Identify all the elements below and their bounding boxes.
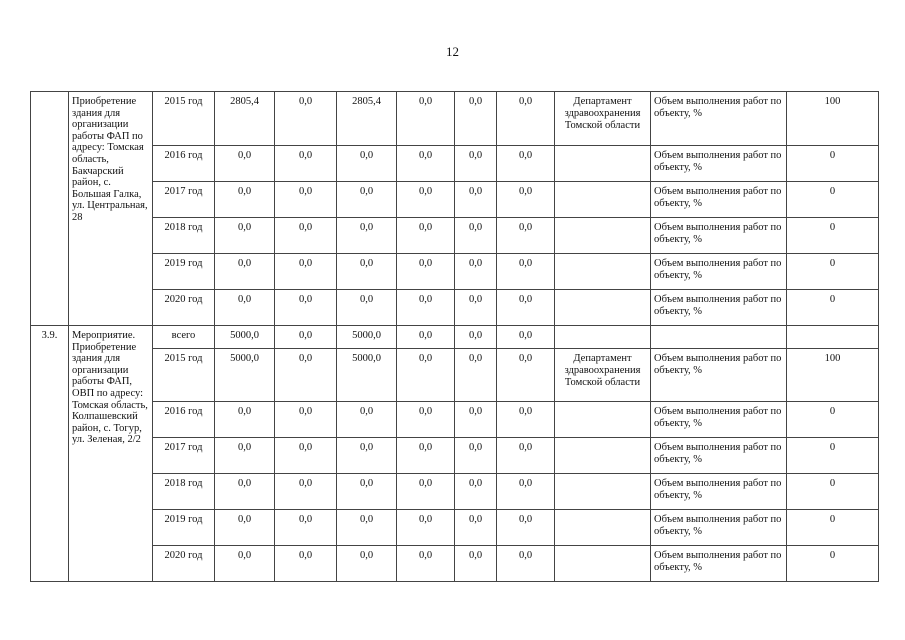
amount-cell: 0,0 bbox=[215, 510, 275, 546]
amount-cell: 0,0 bbox=[275, 146, 337, 182]
responsible-cell: Департамент здравоохранения Томской области bbox=[555, 349, 651, 402]
amount-cell: 0,0 bbox=[497, 402, 555, 438]
indicator-value-cell: 100 bbox=[787, 92, 879, 146]
table-row bbox=[31, 182, 879, 218]
amount-cell: 0,0 bbox=[497, 290, 555, 326]
amount-cell: 0,0 bbox=[275, 510, 337, 546]
amount-cell: 0,0 bbox=[275, 254, 337, 290]
responsible-cell bbox=[555, 290, 651, 326]
amount-cell: 0,0 bbox=[275, 474, 337, 510]
amount-cell: 0,0 bbox=[455, 510, 497, 546]
amount-cell: 5000,0 bbox=[215, 349, 275, 402]
year-cell: 2020 год bbox=[153, 290, 215, 326]
responsible-cell bbox=[555, 182, 651, 218]
section-title: Приобретение здания для организации работы ФАП по адресу: Томская область, Бакчарский район, с. Большая Галка, ул. Центральная, 28 bbox=[69, 92, 153, 326]
amount-cell: 0,0 bbox=[337, 510, 397, 546]
indicator-value-cell bbox=[787, 326, 879, 349]
amount-cell: 0,0 bbox=[455, 474, 497, 510]
amount-cell: 0,0 bbox=[397, 218, 455, 254]
indicator-value-cell: 0 bbox=[787, 474, 879, 510]
amount-cell: 0,0 bbox=[455, 349, 497, 402]
amount-cell: 0,0 bbox=[215, 402, 275, 438]
amount-cell: 0,0 bbox=[275, 326, 337, 349]
amount-cell: 0,0 bbox=[215, 254, 275, 290]
table-row bbox=[31, 546, 879, 582]
amount-cell: 0,0 bbox=[215, 290, 275, 326]
amount-cell: 5000,0 bbox=[337, 349, 397, 402]
amount-cell: 0,0 bbox=[215, 146, 275, 182]
indicator-value-cell: 0 bbox=[787, 290, 879, 326]
indicator-value-cell: 0 bbox=[787, 218, 879, 254]
responsible-cell bbox=[555, 218, 651, 254]
indicator-cell: Объем выполнения работ по объекту, % bbox=[651, 254, 787, 290]
indicator-value-cell: 0 bbox=[787, 438, 879, 474]
amount-cell: 0,0 bbox=[455, 438, 497, 474]
table-row bbox=[31, 254, 879, 290]
amount-cell: 0,0 bbox=[215, 438, 275, 474]
amount-cell: 0,0 bbox=[455, 182, 497, 218]
year-cell: 2015 год bbox=[153, 92, 215, 146]
amount-cell: 0,0 bbox=[275, 92, 337, 146]
table-row bbox=[31, 92, 879, 146]
amount-cell: 0,0 bbox=[397, 546, 455, 582]
amount-cell: 0,0 bbox=[337, 254, 397, 290]
amount-cell: 0,0 bbox=[497, 326, 555, 349]
responsible-cell bbox=[555, 254, 651, 290]
year-cell: 2015 год bbox=[153, 349, 215, 402]
indicator-cell: Объем выполнения работ по объекту, % bbox=[651, 146, 787, 182]
amount-cell: 0,0 bbox=[215, 182, 275, 218]
indicator-cell: Объем выполнения работ по объекту, % bbox=[651, 92, 787, 146]
responsible-cell bbox=[555, 402, 651, 438]
amount-cell: 2805,4 bbox=[337, 92, 397, 146]
amount-cell: 0,0 bbox=[397, 326, 455, 349]
amount-cell: 0,0 bbox=[275, 218, 337, 254]
indicator-cell: Объем выполнения работ по объекту, % bbox=[651, 182, 787, 218]
amount-cell: 0,0 bbox=[497, 438, 555, 474]
amount-cell: 0,0 bbox=[497, 546, 555, 582]
amount-cell: 0,0 bbox=[215, 546, 275, 582]
section-number: 3.9. bbox=[31, 326, 69, 582]
amount-cell: 0,0 bbox=[497, 182, 555, 218]
amount-cell: 0,0 bbox=[397, 510, 455, 546]
amount-cell: 0,0 bbox=[275, 290, 337, 326]
year-cell: 2017 год bbox=[153, 182, 215, 218]
amount-cell: 0,0 bbox=[455, 326, 497, 349]
amount-cell: 0,0 bbox=[497, 510, 555, 546]
amount-cell: 0,0 bbox=[455, 402, 497, 438]
indicator-value-cell: 0 bbox=[787, 510, 879, 546]
amount-cell: 0,0 bbox=[275, 349, 337, 402]
amount-cell: 0,0 bbox=[397, 402, 455, 438]
year-cell: 2016 год bbox=[153, 402, 215, 438]
year-cell: 2019 год bbox=[153, 254, 215, 290]
amount-cell: 0,0 bbox=[497, 474, 555, 510]
amount-cell: 0,0 bbox=[275, 182, 337, 218]
table-row bbox=[31, 510, 879, 546]
amount-cell: 0,0 bbox=[275, 402, 337, 438]
amount-cell: 0,0 bbox=[497, 92, 555, 146]
amount-cell: 0,0 bbox=[397, 438, 455, 474]
year-cell: 2018 год bbox=[153, 218, 215, 254]
table-row bbox=[31, 290, 879, 326]
amount-cell: 0,0 bbox=[497, 349, 555, 402]
amount-cell: 0,0 bbox=[455, 92, 497, 146]
indicator-cell: Объем выполнения работ по объекту, % bbox=[651, 546, 787, 582]
year-cell: 2016 год bbox=[153, 146, 215, 182]
amount-cell: 0,0 bbox=[397, 349, 455, 402]
amount-cell: 0,0 bbox=[455, 254, 497, 290]
amount-cell: 0,0 bbox=[337, 146, 397, 182]
responsible-cell bbox=[555, 474, 651, 510]
amount-cell: 0,0 bbox=[497, 254, 555, 290]
amount-cell: 0,0 bbox=[337, 402, 397, 438]
indicator-value-cell: 0 bbox=[787, 546, 879, 582]
section-title: Мероприятие. Приобретение здания для организации работы ФАП, ОВП по адресу: Томская область, Колпашевский район, с. Тогур, ул. Зеленая, 2/2 bbox=[69, 326, 153, 582]
amount-cell: 0,0 bbox=[215, 474, 275, 510]
amount-cell: 0,0 bbox=[337, 218, 397, 254]
indicator-cell: Объем выполнения работ по объекту, % bbox=[651, 402, 787, 438]
amount-cell: 0,0 bbox=[397, 474, 455, 510]
table-row bbox=[31, 474, 879, 510]
year-cell: 2019 год bbox=[153, 510, 215, 546]
amount-cell: 5000,0 bbox=[337, 326, 397, 349]
indicator-cell: Объем выполнения работ по объекту, % bbox=[651, 474, 787, 510]
amount-cell: 0,0 bbox=[337, 290, 397, 326]
amount-cell: 0,0 bbox=[275, 546, 337, 582]
indicator-value-cell: 0 bbox=[787, 254, 879, 290]
responsible-cell bbox=[555, 326, 651, 349]
table-row bbox=[31, 402, 879, 438]
amount-cell: 0,0 bbox=[455, 290, 497, 326]
amount-cell: 0,0 bbox=[455, 218, 497, 254]
indicator-value-cell: 0 bbox=[787, 402, 879, 438]
indicator-cell: Объем выполнения работ по объекту, % bbox=[651, 218, 787, 254]
responsible-cell bbox=[555, 438, 651, 474]
responsible-cell bbox=[555, 146, 651, 182]
indicator-cell: Объем выполнения работ по объекту, % bbox=[651, 290, 787, 326]
amount-cell: 0,0 bbox=[397, 290, 455, 326]
program-table bbox=[30, 91, 879, 582]
amount-cell: 0,0 bbox=[497, 218, 555, 254]
table-row bbox=[31, 438, 879, 474]
indicator-cell: Объем выполнения работ по объекту, % bbox=[651, 349, 787, 402]
amount-cell: 0,0 bbox=[275, 438, 337, 474]
indicator-cell: Объем выполнения работ по объекту, % bbox=[651, 510, 787, 546]
responsible-cell bbox=[555, 546, 651, 582]
year-cell: 2017 год bbox=[153, 438, 215, 474]
indicator-value-cell: 0 bbox=[787, 182, 879, 218]
amount-cell: 0,0 bbox=[337, 474, 397, 510]
amount-cell: 0,0 bbox=[455, 546, 497, 582]
amount-cell: 0,0 bbox=[337, 546, 397, 582]
amount-cell: 5000,0 bbox=[215, 326, 275, 349]
amount-cell: 2805,4 bbox=[215, 92, 275, 146]
amount-cell: 0,0 bbox=[455, 146, 497, 182]
amount-cell: 0,0 bbox=[337, 438, 397, 474]
amount-cell: 0,0 bbox=[397, 92, 455, 146]
year-cell: 2018 год bbox=[153, 474, 215, 510]
amount-cell: 0,0 bbox=[497, 146, 555, 182]
amount-cell: 0,0 bbox=[397, 254, 455, 290]
amount-cell: 0,0 bbox=[337, 182, 397, 218]
table-row bbox=[31, 349, 879, 402]
year-cell: всего bbox=[153, 326, 215, 349]
page-number: 12 bbox=[446, 44, 459, 59]
year-cell: 2020 год bbox=[153, 546, 215, 582]
indicator-value-cell: 0 bbox=[787, 146, 879, 182]
table-row bbox=[31, 326, 879, 349]
section-number bbox=[31, 92, 69, 326]
amount-cell: 0,0 bbox=[397, 146, 455, 182]
indicator-cell: Объем выполнения работ по объекту, % bbox=[651, 438, 787, 474]
table-row bbox=[31, 218, 879, 254]
responsible-cell: Департамент здравоохранения Томской области bbox=[555, 92, 651, 146]
amount-cell: 0,0 bbox=[397, 182, 455, 218]
indicator-value-cell: 100 bbox=[787, 349, 879, 402]
indicator-cell bbox=[651, 326, 787, 349]
table-row bbox=[31, 146, 879, 182]
responsible-cell bbox=[555, 510, 651, 546]
amount-cell: 0,0 bbox=[215, 218, 275, 254]
